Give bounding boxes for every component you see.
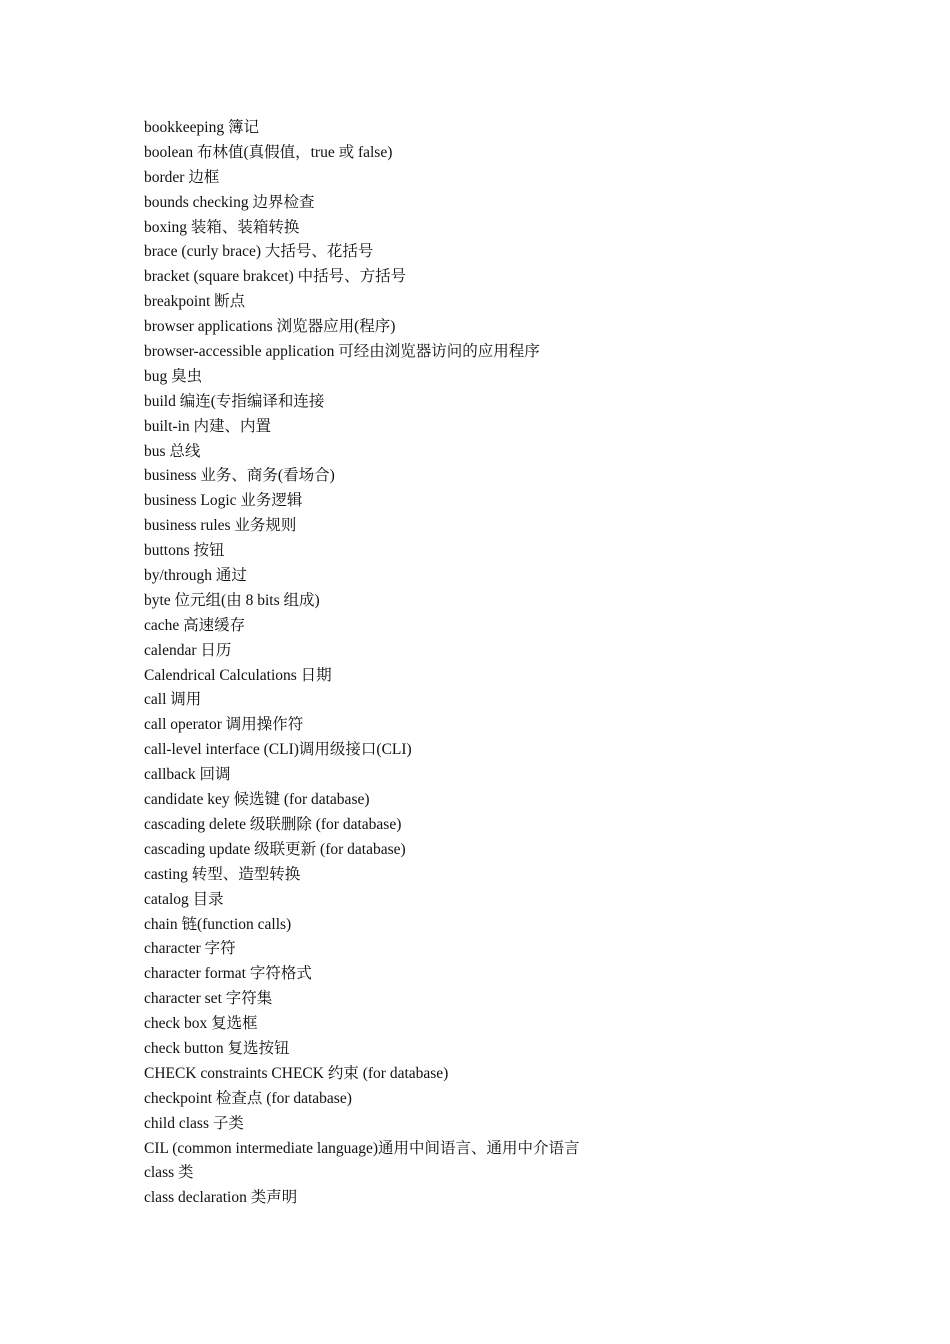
glossary-entry: CIL (common intermediate language)通用中间语言、通用中介语言	[144, 1139, 580, 1157]
glossary-entry: browser-accessible application 可经由浏览器访问的应用程序	[144, 343, 540, 361]
glossary-entry: bus 总线	[144, 442, 201, 460]
glossary-entry: breakpoint 断点	[144, 293, 246, 311]
glossary-entry: cache 高速缓存	[144, 616, 246, 634]
glossary-entry: casting 转型、造型转换	[144, 865, 301, 883]
glossary-entry: class 类	[144, 1164, 194, 1182]
glossary-entry: check box 复选框	[144, 1015, 258, 1033]
glossary-entry: character format 字符格式	[144, 965, 312, 983]
glossary-entry: boxing 装箱、装箱转换	[144, 218, 300, 236]
glossary-entry: cascading delete 级联删除 (for database)	[144, 815, 402, 833]
glossary-entry: cascading update 级联更新 (for database)	[144, 840, 406, 858]
glossary-entry: bracket (square brakcet) 中括号、方括号	[144, 268, 407, 286]
glossary-entry: browser applications 浏览器应用(程序)	[144, 318, 396, 336]
glossary-entry: callback 回调	[144, 766, 231, 784]
glossary-entry: brace (curly brace) 大括号、花括号	[144, 243, 374, 261]
glossary-entry: border 边框	[144, 168, 220, 186]
glossary-entry: business 业务、商务(看场合)	[144, 467, 335, 485]
glossary-entry: candidate key 候选键 (for database)	[144, 791, 370, 809]
glossary-entry: character 字符	[144, 940, 236, 958]
glossary-list	[144, 116, 904, 1211]
glossary-entry: business rules 业务规则	[144, 517, 297, 535]
glossary-entry: call 调用	[144, 691, 202, 709]
glossary-entry: child class 子类	[144, 1114, 244, 1132]
glossary-entry: calendar 日历	[144, 641, 232, 659]
glossary-entry: built-in 内建、内置	[144, 417, 272, 435]
glossary-entry: business Logic 业务逻辑	[144, 492, 303, 510]
glossary-entry: buttons 按钮	[144, 542, 225, 560]
glossary-entry: byte 位元组(由 8 bits 组成)	[144, 591, 320, 609]
glossary-entry: class declaration 类声明	[144, 1189, 298, 1207]
glossary-entry: Calendrical Calculations 日期	[144, 666, 332, 684]
glossary-entry: check button 复选按钮	[144, 1039, 290, 1057]
glossary-entry: build 编连(专指编译和连接	[144, 392, 325, 410]
glossary-entry: call-level interface (CLI)调用级接口(CLI)	[144, 741, 412, 759]
glossary-entry: chain 链(function calls)	[144, 915, 292, 933]
glossary-entry: bounds checking 边界检查	[144, 193, 315, 211]
glossary-entry: CHECK constraints CHECK 约束 (for database)	[144, 1064, 449, 1082]
glossary-entry: catalog 目录	[144, 890, 224, 908]
glossary-entry: character set 字符集	[144, 990, 273, 1008]
glossary-entry: boolean 布林值(真假值，true 或 false)	[144, 143, 393, 161]
glossary-entry: checkpoint 检查点 (for database)	[144, 1089, 352, 1107]
glossary-entry: call operator 调用操作符	[144, 716, 304, 734]
glossary-entry: bookkeeping 簿记	[144, 119, 259, 136]
glossary-entry: bug 臭虫	[144, 367, 203, 385]
glossary-entry: by/through 通过	[144, 567, 247, 585]
